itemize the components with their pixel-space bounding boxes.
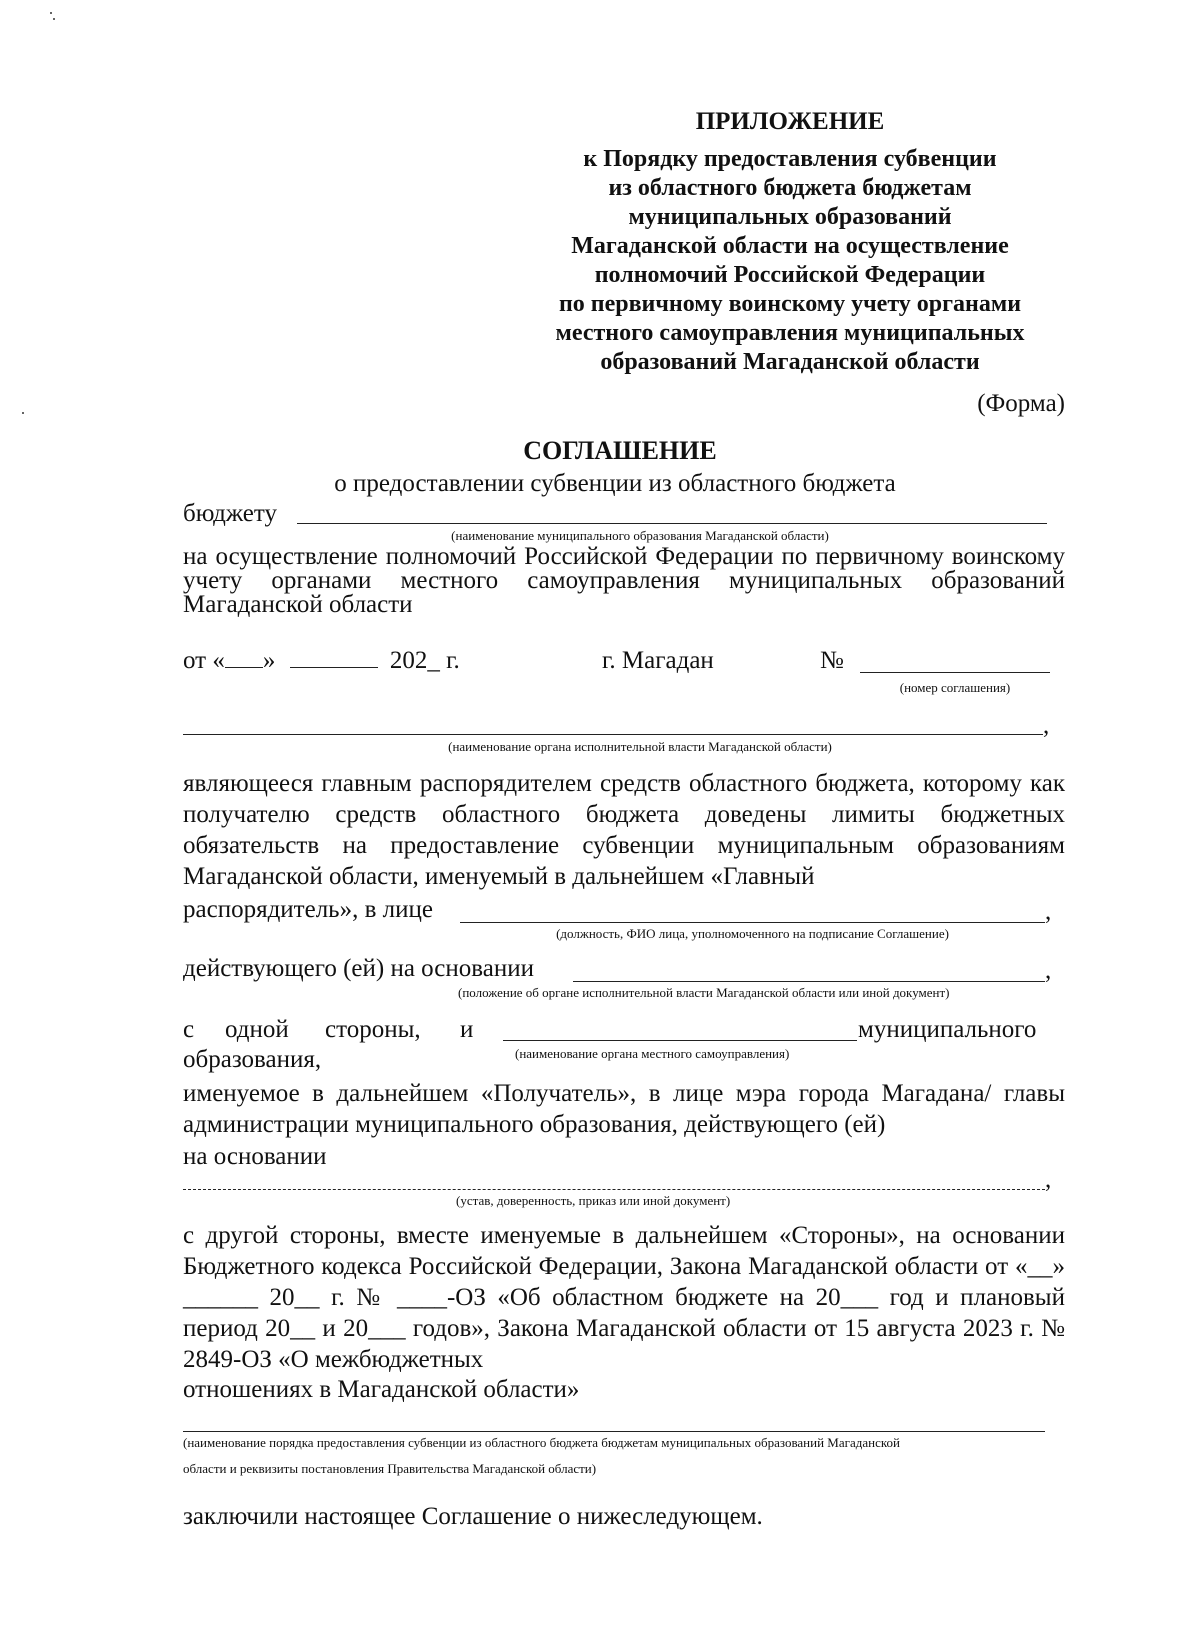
- date-year: 202_ г.: [389, 647, 460, 674]
- scan-speck: [53, 18, 55, 20]
- appendix-line: муниципальных образований: [628, 204, 952, 230]
- scan-speck: [50, 12, 52, 14]
- agreement-subtitle: о предоставлении субвенции из областного бюджета: [334, 470, 896, 497]
- date-day-line: [225, 647, 263, 668]
- official-comma: ,: [1045, 898, 1052, 925]
- form-label: (Форма): [977, 390, 1065, 417]
- number-label: №: [820, 647, 844, 674]
- acting-label: действующего (ей) на основании: [183, 955, 534, 982]
- official-fill-line: [460, 922, 1045, 923]
- main-paragraph-1-last: распорядитель», в лице: [183, 896, 433, 923]
- charter-comma: ,: [1045, 1166, 1052, 1193]
- charter-fill-line: [183, 1189, 1045, 1190]
- side-word: и: [460, 1016, 474, 1043]
- budget-fill-line: [297, 523, 1047, 524]
- side-word: одной: [225, 1016, 289, 1043]
- appendix-line: местного самоуправления муниципальных: [555, 320, 1025, 346]
- budget-label: бюджету: [183, 500, 277, 527]
- local-body-fill-line: [503, 1040, 857, 1041]
- main-paragraph-3: с другой стороны, вместе именуемые в дальнейшем «Стороны», на основании Бюджетного кодекса Российской Федерации, Закона Магаданской области от «__» ______ 20__ г. № ____-ОЗ «Об областном бюджете на 20___ год и плановый период 20__ и 20___ годов», Закона Магаданской области от 15 августа 2023 г. № 2849-ОЗ «О межбюджетных: [183, 1222, 1065, 1373]
- procedure-caption-line-2: области и реквизиты постановления Правительства Магаданской области): [183, 1461, 597, 1476]
- acting-caption: (положение об органе исполнительной власти Магаданской области или иной документ): [458, 985, 950, 1000]
- date-prefix: от «: [183, 647, 225, 674]
- authority-fill-line: [183, 734, 1043, 735]
- appendix-line: Магаданской области на осуществление: [571, 233, 1009, 259]
- budget-caption: (наименование муниципального образования Магаданской области): [451, 528, 829, 543]
- appendix-line: по первичному воинскому учету органами: [558, 291, 1022, 317]
- agreement-title: СОГЛАШЕНИЕ: [523, 436, 717, 465]
- main-paragraph-3-last: отношениях в Магаданской области»: [183, 1376, 580, 1403]
- main-paragraph-1: являющееся главным распорядителем средств областного бюджета, которому как получателю средств областного бюджета доведены лимиты бюджетных обязательств на предоставление субвенции муниципальным образованиям Магаданской области, именуемый в дальнейшем «Главный: [183, 770, 1065, 890]
- procedure-caption-line-1: (наименование порядка предоставления субвенции из областного бюджета бюджетам муниципальных образований Магаданской: [183, 1435, 900, 1450]
- main-paragraph-2-last: на основании: [183, 1143, 327, 1170]
- number-caption: (номер соглашения): [899, 680, 1011, 695]
- appendix-line: полномочий Российской Федерации: [594, 262, 986, 288]
- date-month-line: [290, 647, 378, 668]
- side-word: стороны,: [325, 1016, 421, 1043]
- closing-text: заключили настоящее Соглашение о нижеследующем.: [183, 1503, 763, 1530]
- date-quote-close: »: [262, 647, 276, 674]
- acting-fill-line: [573, 981, 1045, 982]
- authority-caption: (наименование органа исполнительной власти Магаданской области): [448, 739, 832, 754]
- formation-word: образования,: [183, 1046, 322, 1073]
- authority-comma: ,: [1043, 712, 1050, 739]
- number-fill-line: [860, 672, 1050, 673]
- main-paragraph-2: именуемое в дальнейшем «Получатель», в лице мэра города Магадана/ главы администрации муниципального образования, действующего (ей): [183, 1080, 1065, 1138]
- official-caption: (должность, ФИО лица, уполномоченного на подписание Соглашение): [556, 926, 949, 941]
- scan-speck: [22, 412, 24, 414]
- appendix-line: к Порядку предоставления субвенции: [583, 146, 997, 172]
- purpose-text: на осуществление полномочий Российской Федерации по первичному воинскому учету органами местного самоуправления муниципальных образований Магаданской области: [183, 543, 1065, 618]
- city-label: г. Магадан: [602, 647, 714, 674]
- acting-comma: ,: [1045, 957, 1052, 984]
- local-caption: (наименование органа местного самоуправления): [515, 1046, 790, 1061]
- appendix-line: из областного бюджета бюджетам: [608, 175, 972, 201]
- appendix-title: ПРИЛОЖЕНИЕ: [695, 108, 885, 135]
- appendix-line: образований Магаданской области: [600, 349, 980, 375]
- charter-caption: (устав, доверенность, приказ или иной документ): [456, 1193, 731, 1208]
- side-word: с: [183, 1016, 195, 1043]
- date-field: [183, 647, 460, 675]
- municipal-word: муниципального: [858, 1016, 1037, 1043]
- procedure-fill-line: [183, 1431, 1045, 1432]
